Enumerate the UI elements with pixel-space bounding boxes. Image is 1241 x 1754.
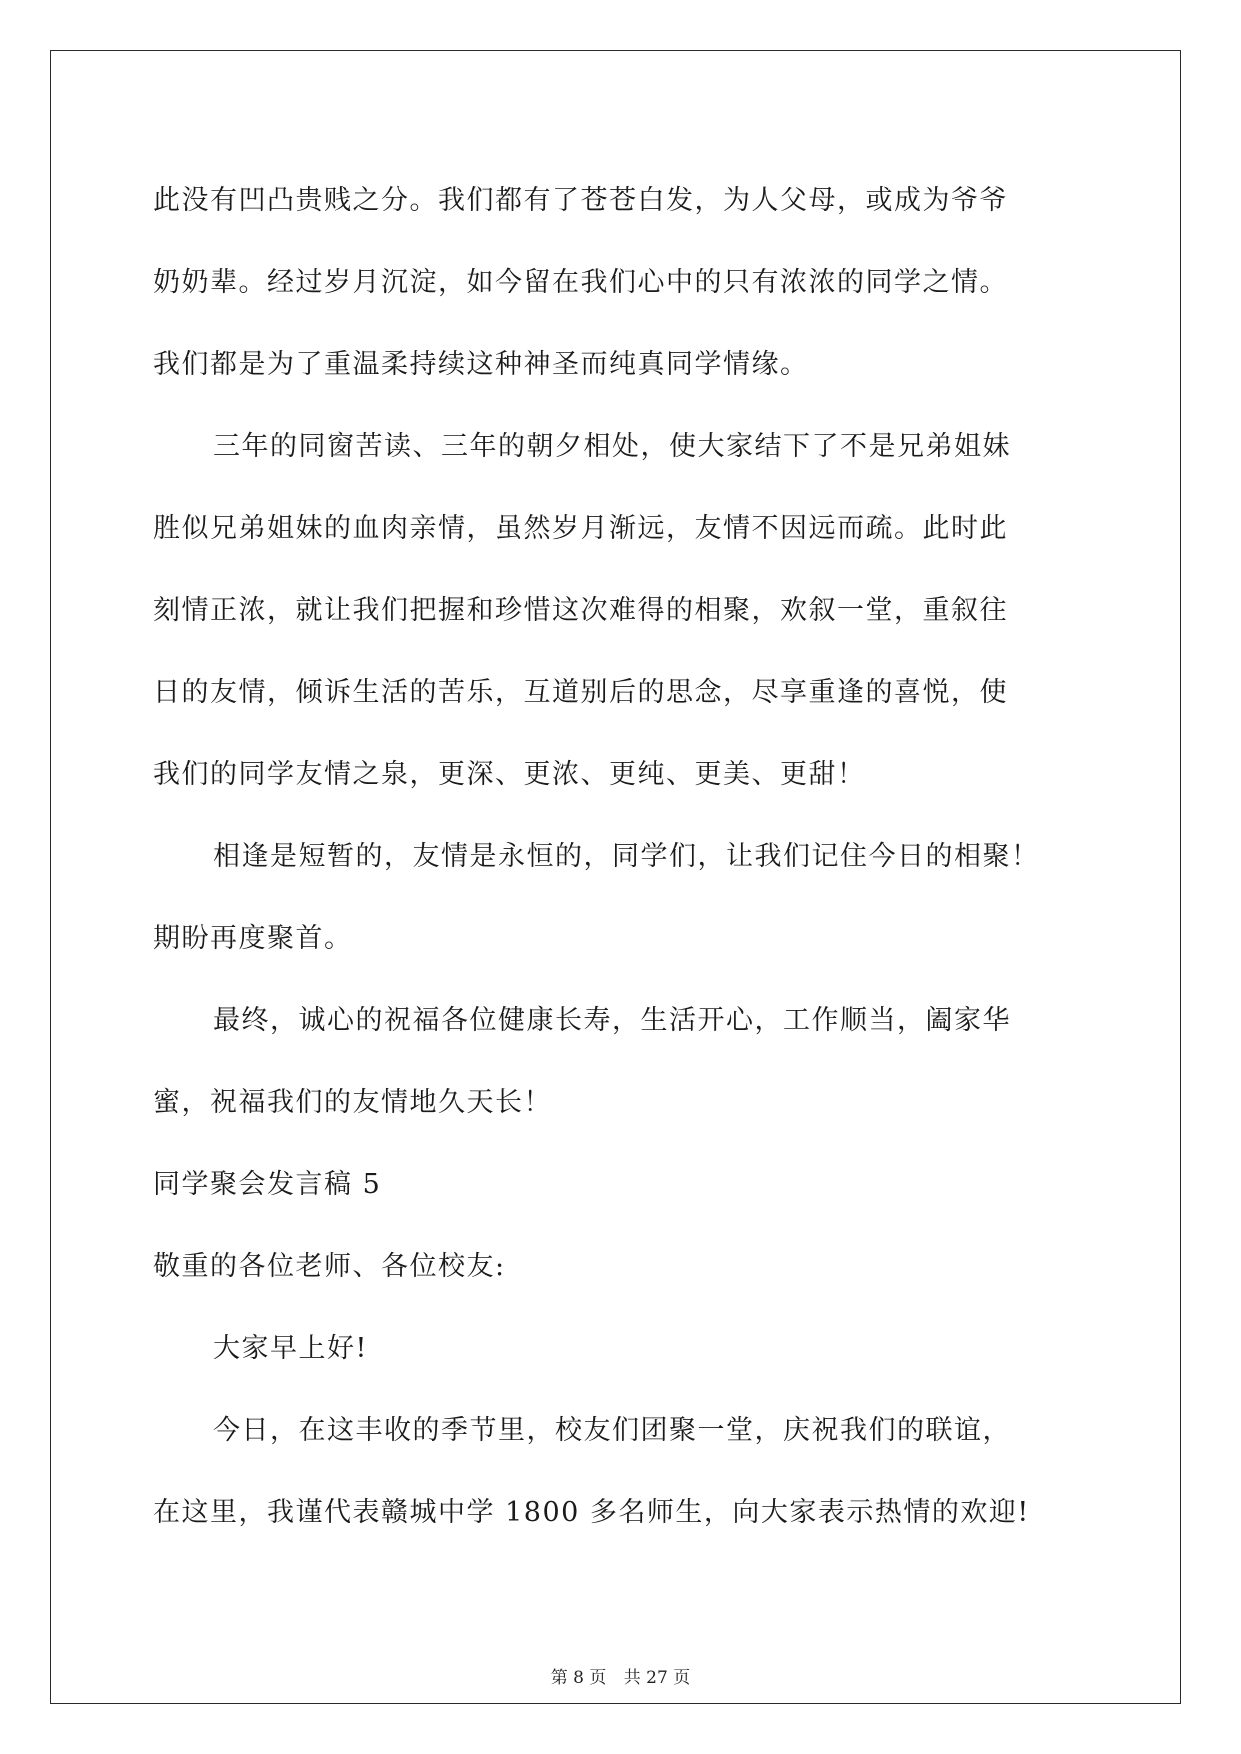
text-line: 此没有凹凸贵贱之分。我们都有了苍苍白发，为人父母，或成为爷爷 <box>153 185 1008 216</box>
page-number: 第 8 页 <box>550 1668 607 1688</box>
page-total: 共 27 页 <box>623 1668 691 1688</box>
text-line: 期盼再度聚首。 <box>153 923 353 954</box>
text-line: 我们都是为了重温柔持续这种神圣而纯真同学情缘。 <box>153 349 809 380</box>
document-body <box>153 160 1093 1554</box>
salutation: 敬重的各位老师、各位校友: <box>153 1251 506 1282</box>
text-line: 今日，在这丰收的季节里，校友们团聚一堂，庆祝我们的联谊， <box>213 1415 1011 1446</box>
text-line: 最终，诚心的祝福各位健康长寿，生活开心，工作顺当，阖家华 <box>213 1005 1011 1036</box>
text-line: 胜似兄弟姐妹的血肉亲情，虽然岁月渐远，友情不因远而疏。此时此 <box>153 513 1008 544</box>
page-footer <box>0 1663 1241 1688</box>
text-line: 我们的同学友情之泉，更深、更浓、更纯、更美、更甜！ <box>153 759 866 790</box>
text-line: 三年的同窗苦读、三年的朝夕相处，使大家结下了不是兄弟姐妹 <box>213 431 1011 462</box>
text-line: 蜜，祝福我们的友情地久天长！ <box>153 1087 552 1118</box>
text-line: 在这里，我谨代表赣城中学 1800 多名师生，向大家表示热情的欢迎! <box>153 1497 1030 1528</box>
section-heading: 同学聚会发言稿 5 <box>153 1169 382 1200</box>
text-line: 相逢是短暂的，友情是永恒的，同学们，让我们记住今日的相聚！ <box>213 841 1040 872</box>
text-line: 刻情正浓，就让我们把握和珍惜这次难得的相聚，欢叙一堂，重叙往 <box>153 595 1008 626</box>
greeting: 大家早上好! <box>213 1333 368 1364</box>
text-line: 奶奶辈。经过岁月沉淀，如今留在我们心中的只有浓浓的同学之情。 <box>153 267 1008 298</box>
text-line: 日的友情，倾诉生活的苦乐，互道别后的思念，尽享重逢的喜悦，使 <box>153 677 1008 708</box>
